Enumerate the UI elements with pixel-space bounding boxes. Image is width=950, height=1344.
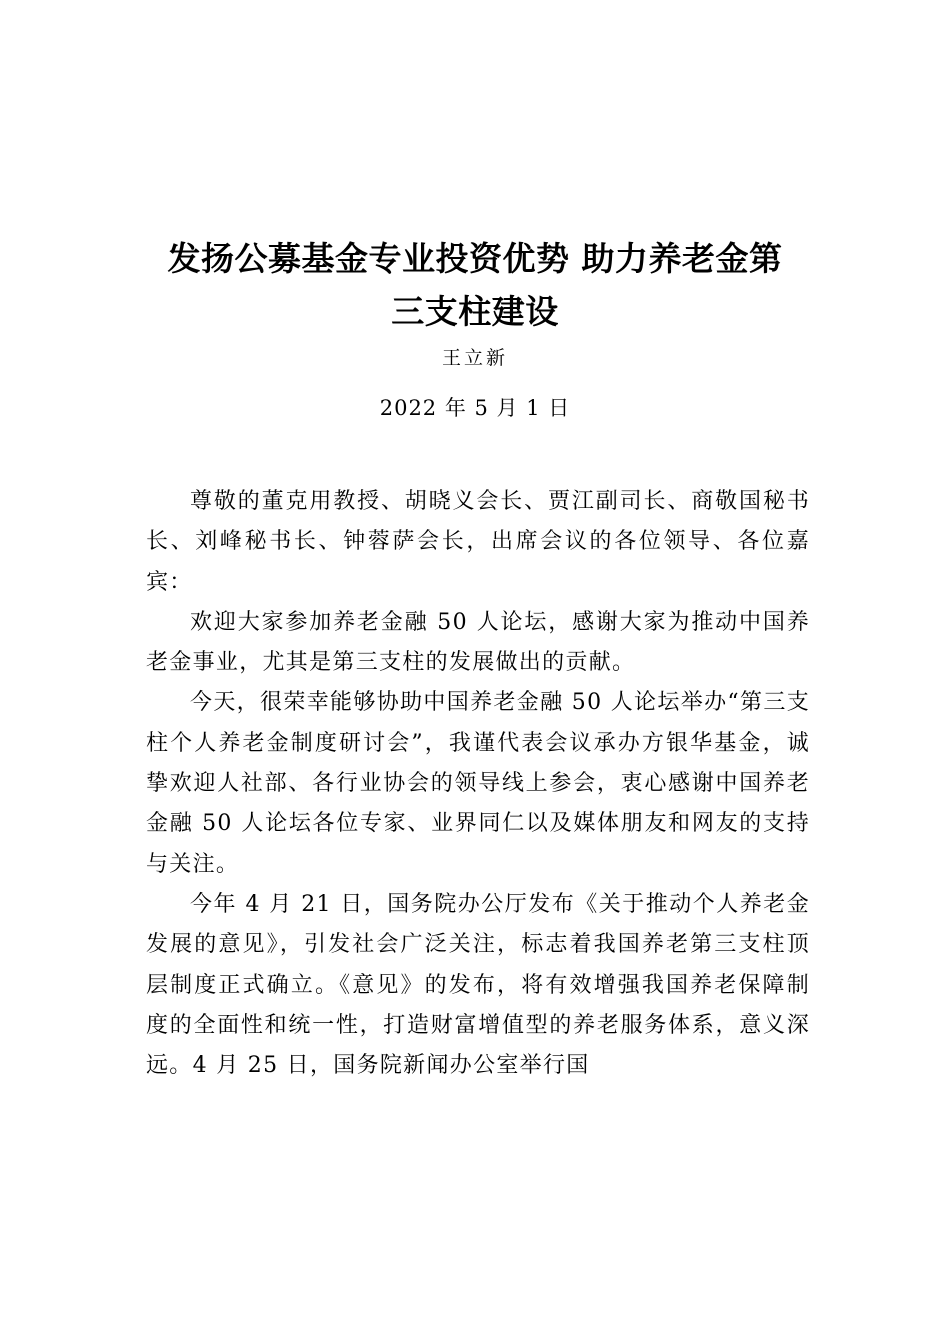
- paragraph-greeting: 尊敬的董克用教授、胡晓义会长、贾江副司长、商敬国秘书长、刘峰秘书长、钟蓉萨会长，出席会议的各位领导、各位嘉宾：: [146, 489, 810, 595]
- paragraph-welcome: 欢迎大家参加养老金融 50 人论坛，感谢大家为推动中国养老金事业，尤其是第三支柱的发展做出的贡献。: [146, 609, 810, 676]
- document-title: [140, 232, 810, 338]
- speech-date: 2022 年 5 月 1 日: [379, 396, 571, 420]
- speech-body: [146, 482, 810, 1086]
- paragraph-policy: 今年 4 月 21 日，国务院办公厅发布《关于推动个人养老金发展的意见》，引发社会广泛关注，标志着我国养老第三支柱顶层制度正式确立。《意见》的发布，将有效增强我国养老保障制度的全面性和统一性，打造财富增值型的养老服务体系，意义深远。4 月 25 日，国务院新闻办公室举行国: [146, 891, 810, 1079]
- author-name: 王立新: [441, 347, 508, 369]
- title-line-2: 三支柱建设: [391, 292, 559, 331]
- paragraph-thanks: 今天，很荣幸能够协助中国养老金融 50 人论坛举办“第三支柱个人养老金制度研讨会”，我谨代表会议承办方银华基金，诚挚欢迎人社部、各行业协会的领导线上参会，衷心感谢中国养老金融 50 人论坛各位专家、业界同仁以及媒体朋友和网友的支持与关注。: [146, 690, 810, 877]
- title-line-1: 发扬公募基金专业投资优势 助力养老金第: [167, 239, 783, 278]
